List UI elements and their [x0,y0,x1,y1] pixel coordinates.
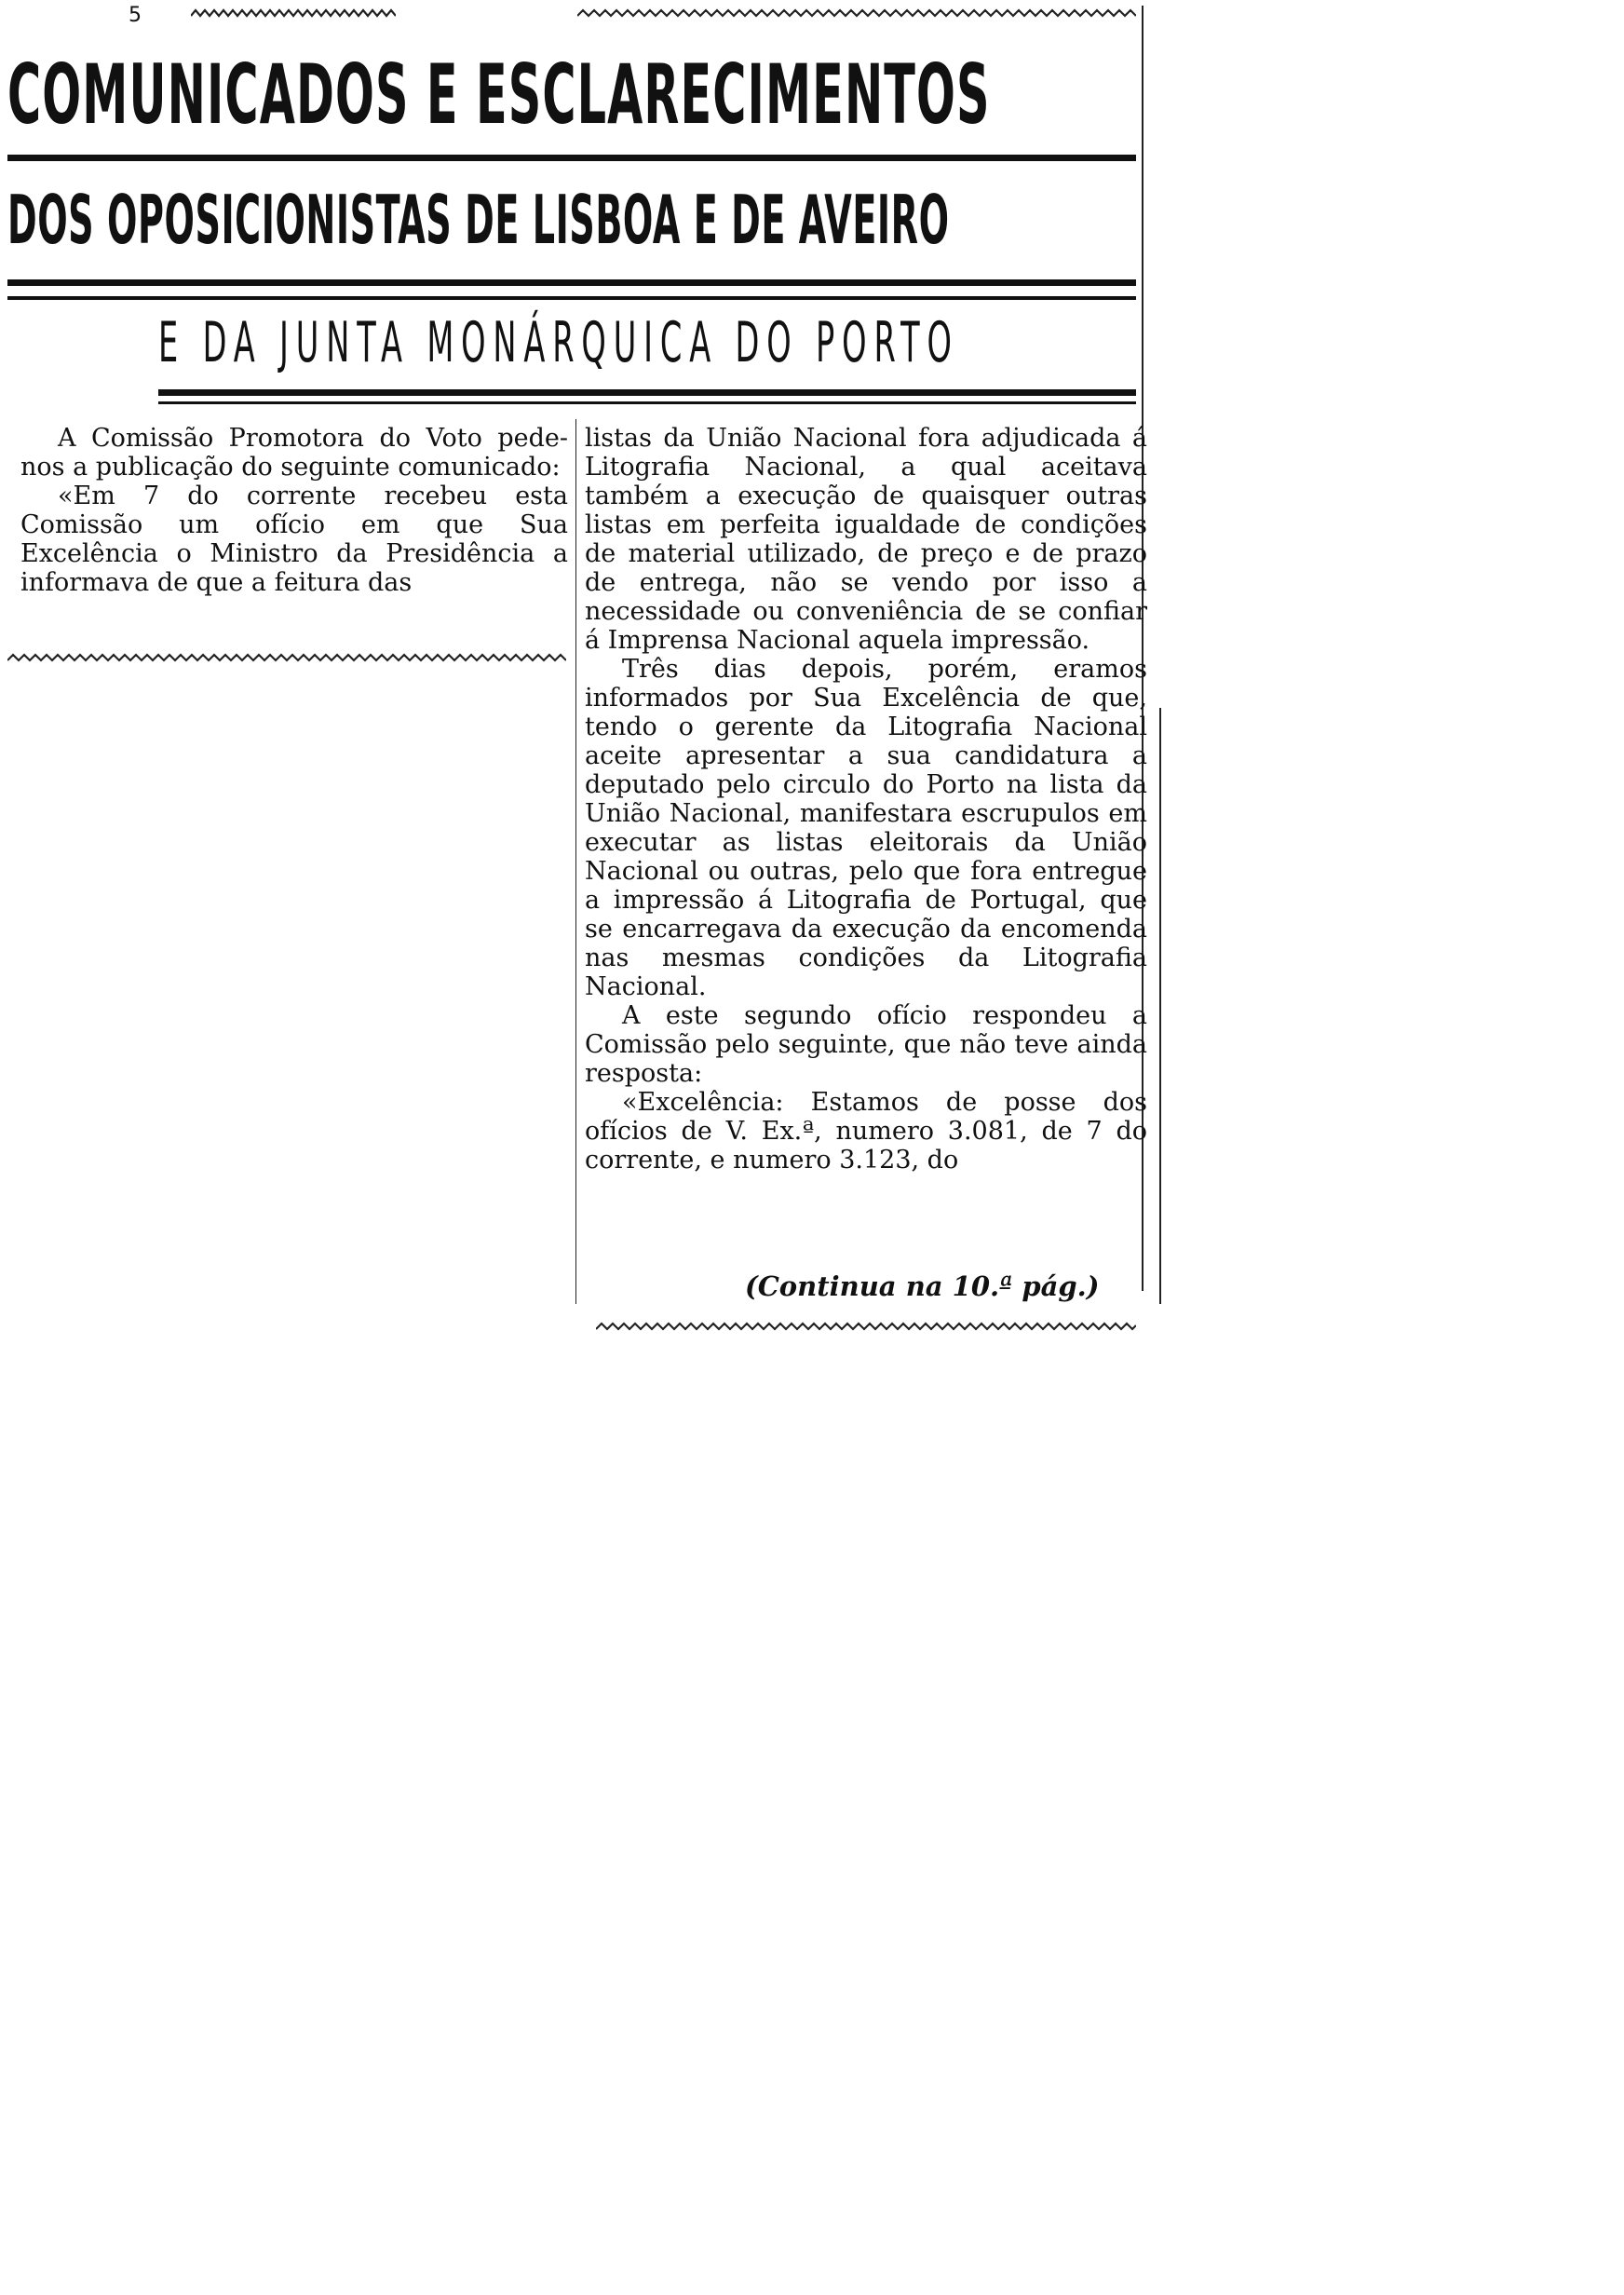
column-end-ornament-right [596,1321,1136,1332]
headline-rule-2 [7,279,1136,286]
paragraph: listas da União Nacional fora adjudicada á Litografia Nacional, a qual aceitava também a execução de quaisquer outras listas em perfeita igualdade de condições de material utilizado, de preço e de prazo de entrega, não se vendo por isso a necessidade ou conveniência de se confiar á Imprensa Nacional aquela impressão. [585,424,1147,655]
headline-rule-1 [7,155,1136,161]
headline-tertiary: E DA JUNTA MONÁRQUICA DO PORTO [158,310,959,375]
column-divider [575,419,576,1304]
column-end-ornament-left [7,652,566,663]
paragraph: A Comissão Promotora do Voto pede-nos a publicação do seguinte comunicado: [20,424,568,482]
continuation-note: (Continua na 10.ª pág.) [745,1270,1100,1302]
paragraph: Três dias depois, porém, eramos informados por Sua Excelência de que, tendo o gerente da Litografia Nacional aceite apresentar a sua candidatura a deputado pelo circulo do Porto na lista da União Nacional, manifestara escrupulos em executar as listas eleitorais da União Nacional ou outras, pelo que fora entregue a impressão á Litografia de Portugal, que se encarregava da execução da encomenda nas mesmas condições da Litografia Nacional. [585,655,1147,1001]
headline-rule-5 [158,401,1136,404]
article-column-right [585,424,1147,1175]
top-ornament-right [577,7,1136,19]
paragraph: A este segundo ofício respondeu a Comissão pelo seguinte, que não teve ainda resposta: [585,1001,1147,1088]
headline-rule-4 [158,389,1136,396]
headline-rule-3 [7,296,1136,300]
top-ornament-left [191,7,396,19]
headline-primary: COMUNICADOS E ESCLARECIMENTOS [7,47,991,143]
paragraph: «Excelência: Estamos de posse dos ofícios de V. Ex.ª, numero 3.081, de 7 do corrente, e numero 3.123, do [585,1088,1147,1175]
page-corner-mark: 5 [129,4,142,27]
newspaper-clipping [0,0,1155,1341]
paragraph: «Em 7 do corrente recebeu esta Comissão um ofício em que Sua Excelência o Ministro da Presidência a informava de que a feitura das [20,482,568,597]
article-column-left [20,424,568,597]
column-border-outer [1159,708,1161,1304]
headline-secondary: DOS OPOSICIONISTAS DE LISBOA E DE AVEIRO [7,181,950,259]
